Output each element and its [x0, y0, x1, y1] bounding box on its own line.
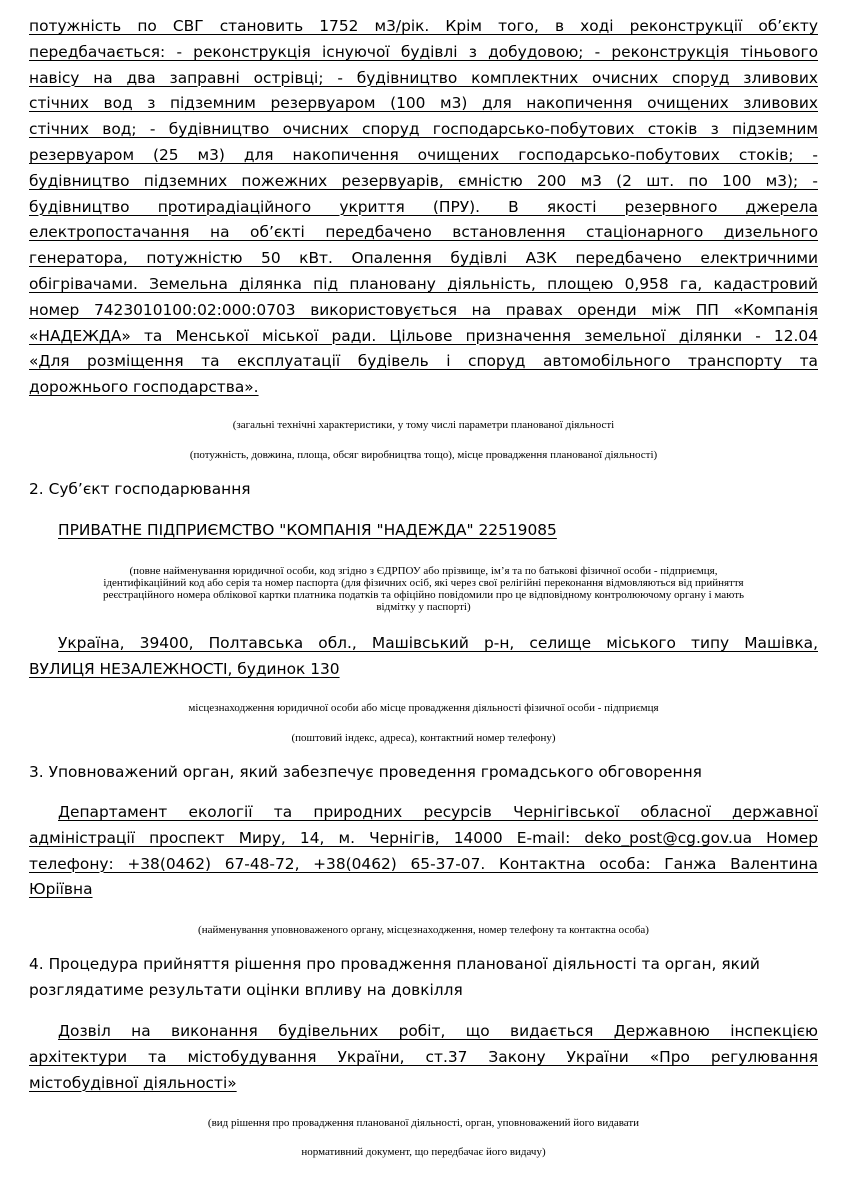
section1-note-line1: (загальні технічні характеристики, у тому числі параметри планованої діяльності — [232, 419, 615, 431]
section3-note: (найменування уповноваженого органу, місцезнаходження, номер телефону та контактна особа) — [198, 924, 649, 936]
paragraph-line: «НАДЕЖДА» та Менської міської ради. Цільове призначення земельної ділянки - 12.04 — [29, 326, 818, 345]
paragraph-line: навісу на два заправні острівці; - будівництво комплектних очисних споруд зливових — [29, 68, 818, 87]
decision-line: містобудівної діяльності» — [29, 1073, 237, 1092]
entity-note — [29, 565, 818, 613]
paragraph-line: електропостачання на об’єкті передбачено встановлення стаціонарного дизельного — [29, 223, 818, 242]
paragraph-line: «Для розміщення та експлуатації будівель і споруд автомобільного транспорту та — [29, 352, 818, 371]
paragraph-line: генератора, потужністю 50 кВт. Опалення будівлі АЗК передбачено електричними — [29, 249, 818, 268]
paragraph-line: будівництво протирадіаційного укриття (ПРУ). В якості резервного джерела — [29, 197, 818, 216]
authority-paragraph — [29, 800, 818, 903]
paragraph-line: будівництво підземних пожежних резервуарів, ємністю 200 м3 (2 шт. по 100 м3); - — [29, 171, 818, 190]
address-note-line1: місцезнаходження юридичної особи або місце провадження діяльності фізичної особи - підприємця — [188, 702, 659, 714]
authority-line: телефону: +38(0462) 67-48-72, +38(0462) 65-37-07. Контактна особа: Ганжа Валентина — [29, 854, 818, 873]
address-line: Україна, 39400, Полтавська обл., Машівський р-н, селище міського типу Машівка, — [58, 634, 818, 652]
paragraph-line: стічних вод; - будівництво очисних споруд господарсько-побутових стоків з підземним — [29, 120, 818, 139]
paragraph-line: передбачається: - реконструкція існуючої будівлі з добудовою; - реконструкція тіньового — [29, 42, 818, 61]
section4-heading-line: 4. Процедура прийняття рішення про провадження планованої діяльності та орган, який — [29, 955, 760, 973]
entity-note-line: ідентифікаційний код або серія та номер паспорта (для фізичних осіб, які через свої релігійні переконання відмовляються від прийняття — [103, 577, 744, 589]
section4-note-line2: нормативний документ, що передбачає його видачу) — [301, 1146, 546, 1158]
authority-line: адміністрації проспект Миру, 14, м. Чернігів, 14000 E-mail: deko_post@cg.gov.ua Номер — [29, 828, 818, 847]
entity-address — [29, 631, 818, 683]
authority-line: Юріївна — [29, 880, 93, 899]
paragraph-line: обігрівачами. Земельна ділянка під плановану діяльність, площею 0,958 га, кадастровий — [29, 274, 818, 293]
decision-line: Дозвіл на виконання будівельних робіт, що видається Державною інспекцією — [58, 1022, 818, 1040]
section1-note-line2: (потужність, довжина, площа, обсяг виробництва тощо), місце провадження планованої діяльності) — [189, 449, 658, 461]
entity-note-line: (повне найменування юридичної особи, код згідно з ЄДРПОУ або прізвище, ім’я та по батькові фізичної особи - підприємця, — [129, 565, 718, 577]
section2-heading: 2. Суб’єкт господарювання — [29, 480, 251, 498]
entity-name — [29, 518, 818, 544]
address-line: ВУЛИЦЯ НЕЗАЛЕЖНОСТІ, будинок 130 — [29, 659, 340, 678]
section3-heading: 3. Уповноважений орган, який забезпечує проведення громадського обговорення — [29, 763, 702, 781]
paragraph-line: номер 7423010100:02:000:0703 використовується на правах оренди між ПП «Компанія — [29, 300, 818, 319]
decision-line: архітектури та містобудування України, ст.37 Закону України «Про регулювання — [29, 1047, 818, 1066]
section1-paragraph — [29, 14, 818, 401]
entity-note-line: відмітку у паспорті) — [376, 601, 471, 613]
paragraph-line: стічних вод з підземним резервуаром (100 м3) для накопичення очищених зливових — [29, 94, 818, 113]
authority-line: Департамент екології та природних ресурсів Чернігівської обласної державної — [58, 803, 818, 821]
entity-note-line: реєстраційного номера облікової картки платника податків та офіційно повідомили про це відповідному контролюючому органу і мають — [102, 589, 745, 601]
section4-heading-line: розглядатиме результати оцінки впливу на довкілля — [29, 980, 463, 999]
address-note-line2: (поштовий індекс, адреса), контактний номер телефону) — [291, 732, 556, 744]
section4-note-line1: (вид рішення про провадження планованої діяльності, орган, уповноважений його видавати — [207, 1117, 640, 1129]
paragraph-line: дорожнього господарства». — [29, 378, 259, 397]
section4-heading — [29, 952, 818, 1004]
decision-paragraph — [29, 1019, 818, 1096]
paragraph-line: резервуаром (25 м3) для накопичення очищених господарсько-побутових стоків; - — [29, 145, 818, 164]
entity-name-text: ПРИВАТНЕ ПІДПРИЄМСТВО "КОМПАНІЯ "НАДЕЖДА" 22519085 — [58, 521, 557, 539]
paragraph-line: потужність по СВГ становить 1752 м3/рік. Крім того, в ході реконструкції об’єкту — [29, 17, 818, 35]
